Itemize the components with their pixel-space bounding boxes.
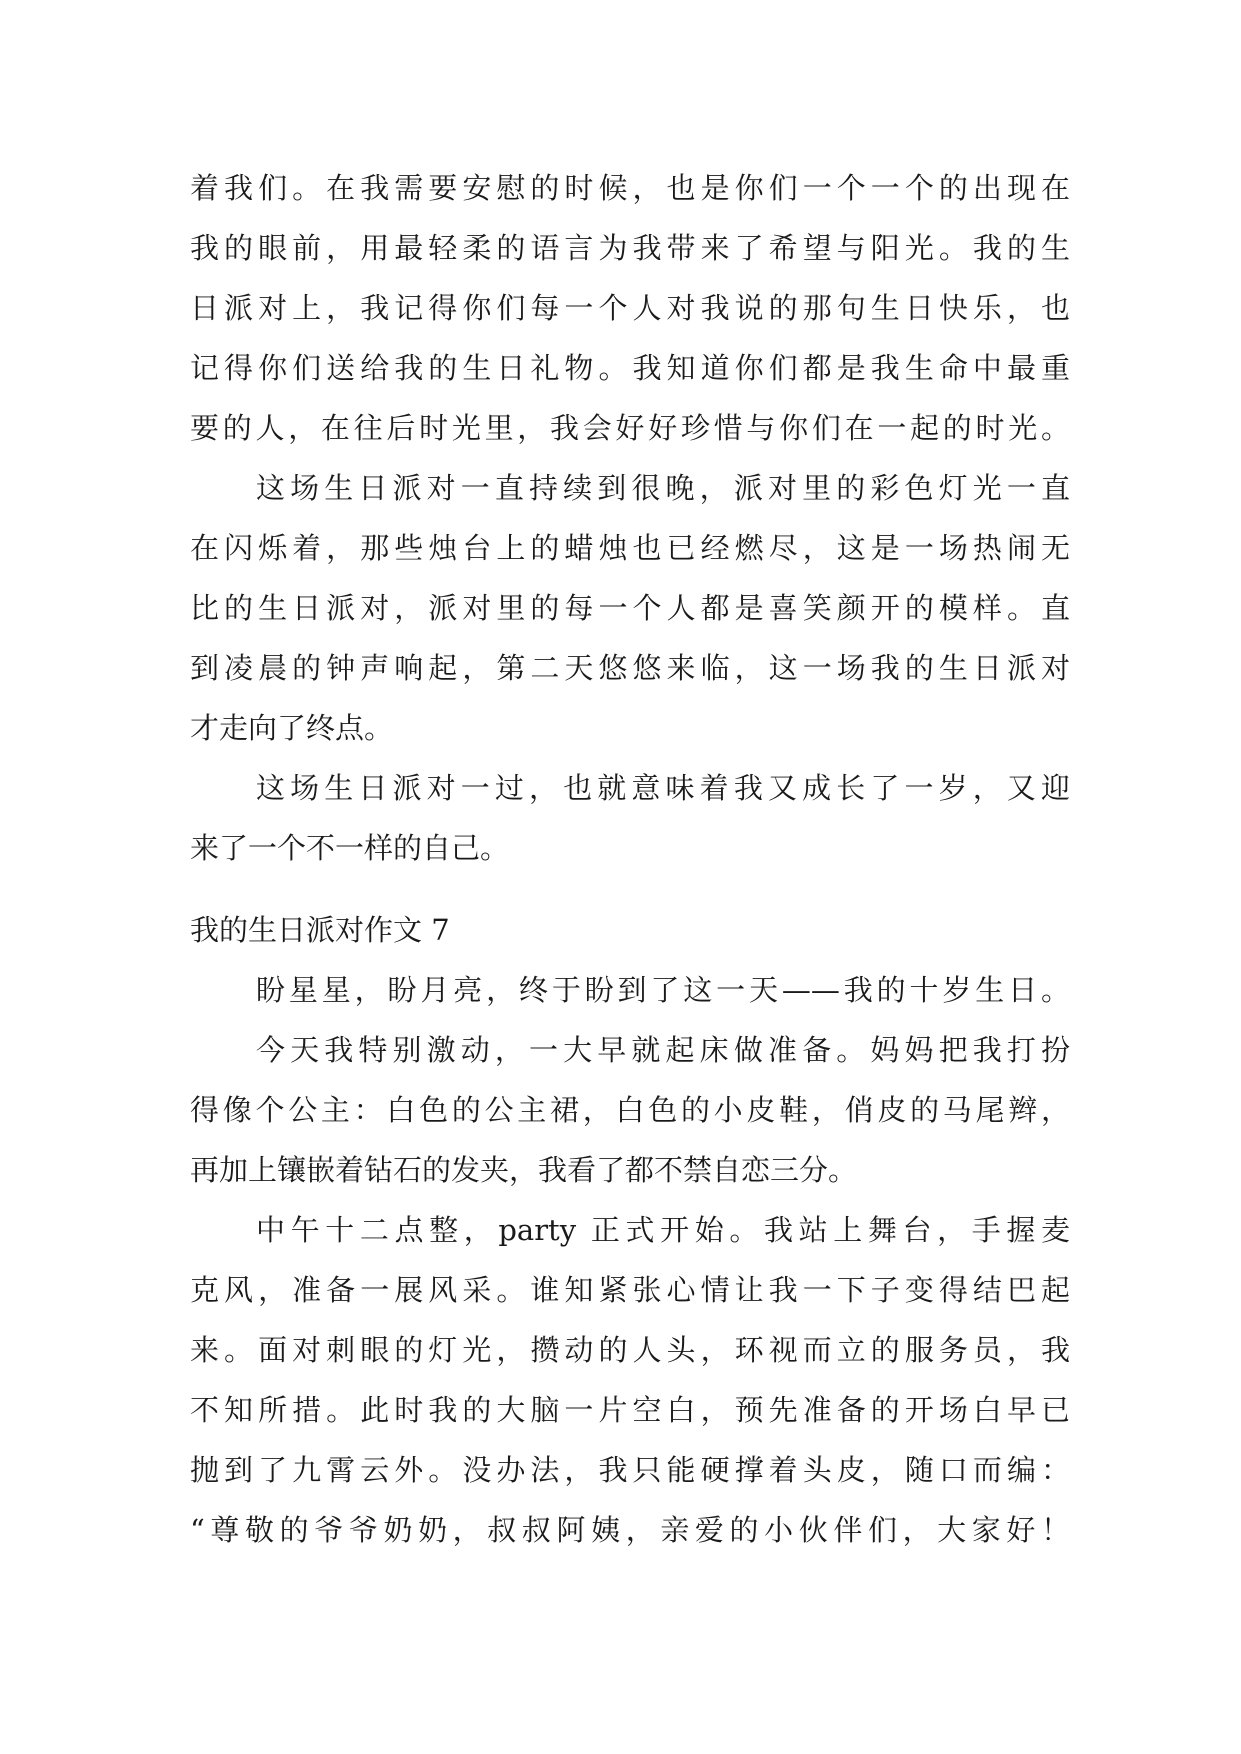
section-title-block <box>190 900 1070 960</box>
paragraph-line: 在闪烁着，那些烛台上的蜡烛也已经燃尽，这是一场热闹无 <box>190 531 1070 565</box>
paragraph-line: 要的人，在往后时光里，我会好好珍惜与你们在一起的时光。 <box>190 411 1070 445</box>
paragraph-line: 得像个公主：白色的公主裙，白色的小皮鞋，俏皮的马尾辫， <box>190 1093 1070 1127</box>
paragraph-line: 来了一个不一样的自己。 <box>190 831 510 865</box>
paragraph-line: 抛到了九霄云外。没办法，我只能硬撑着头皮，随口而编： <box>190 1453 1070 1487</box>
paragraph-line: 着我们。在我需要安慰的时候，也是你们一个一个的出现在 <box>190 171 1070 205</box>
paragraph-line: 我的眼前，用最轻柔的语言为我带来了希望与阳光。我的生 <box>190 231 1070 265</box>
essay-body-bottom <box>190 960 1070 1560</box>
essay-body-top <box>190 158 1070 878</box>
paragraph-line: 来。面对刺眼的灯光，攒动的人头，环视而立的服务员，我 <box>190 1333 1070 1367</box>
paragraph-line: 再加上镶嵌着钻石的发夹，我看了都不禁自恋三分。 <box>190 1153 858 1187</box>
paragraph-line: 日派对上，我记得你们每一个人对我说的那句生日快乐，也 <box>190 291 1070 325</box>
paragraph-line: 记得你们送给我的生日礼物。我知道你们都是我生命中最重 <box>190 351 1070 385</box>
section-title: 我的生日派对作文 7 <box>190 913 450 947</box>
paragraph-line: 盼星星，盼月亮，终于盼到了这一天——我的十岁生日。 <box>256 973 1070 1007</box>
paragraph-line: 这场生日派对一直持续到很晚，派对里的彩色灯光一直 <box>256 471 1070 505</box>
paragraph-line: 今天我特别激动，一大早就起床做准备。妈妈把我打扮 <box>256 1033 1070 1067</box>
paragraph-line: 到凌晨的钟声响起，第二天悠悠来临，这一场我的生日派对 <box>190 651 1070 685</box>
paragraph-line: 不知所措。此时我的大脑一片空白，预先准备的开场白早已 <box>190 1393 1070 1427</box>
paragraph-line: 才走向了终点。 <box>190 711 394 745</box>
paragraph-line: “尊敬的爷爷奶奶，叔叔阿姨，亲爱的小伙伴们，大家好！ <box>190 1513 1070 1547</box>
paragraph-line: 比的生日派对，派对里的每一个人都是喜笑颜开的模样。直 <box>190 591 1070 625</box>
paragraph-line: 这场生日派对一过，也就意味着我又成长了一岁，又迎 <box>256 771 1070 805</box>
paragraph-line: 中午十二点整，party 正式开始。我站上舞台，手握麦 <box>256 1213 1070 1247</box>
paragraph-line: 克风，准备一展风采。谁知紧张心情让我一下子变得结巴起 <box>190 1273 1070 1307</box>
